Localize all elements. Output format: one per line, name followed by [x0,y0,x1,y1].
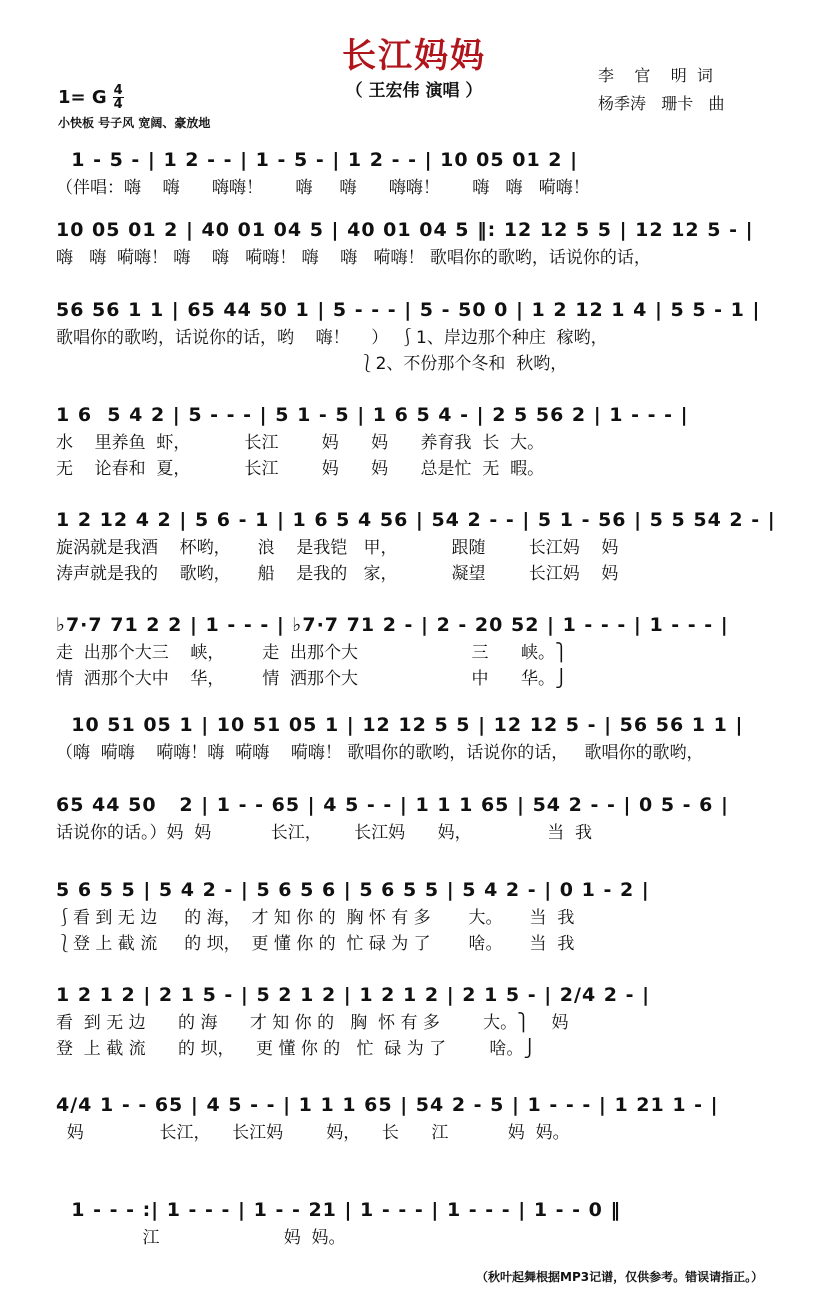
lyric-line: ⎱2、不份那个冬和 秋哟， [56,354,568,374]
lyric-line: 旋涡就是我酒 杯哟， 浪 是我铠 甲， 跟随 长江妈 妈 [56,538,619,558]
notation-line: 1 2 1 2 | 2 1 5 - | 5 2 1 2 | 1 2 1 2 | 2 1 5 - | 2/4 2 - | [56,984,651,1006]
notation-line: 65 44 50 2 | 1 - - 65 | 4 5 - - | 1 1 1 65 | 54 2 - - | 0 5 - 6 | [56,794,729,816]
time-signature [113,84,124,111]
score-system [56,295,772,377]
score-system [56,610,772,692]
score-system [56,980,772,1062]
key-signature [58,84,124,111]
notation-line: 1 6 5 4 2 | 5 - - - | 5 1 - 5 | 1 6 5 4 - | 2 5 56 2 | 1 - - - | [56,404,689,426]
lyric-line: 涛声就是我的 歌哟， 船 是我的 家， 凝望 长江妈 妈 [56,564,619,584]
lyric-line: 走 出那个大三 峡， 走 出那个大 三 峡。⎫ [56,643,568,663]
lyric-line: 无 论春和 夏， 长江 妈 妈 总是忙 无 暇。 [56,459,545,479]
score-system [56,1195,772,1251]
key-label: 1= G [58,87,107,108]
lyric-line: （嗨 嗬嗨 嗬嗨！嗨 嗬嗨 嗬嗨！ 歌唱你的歌哟，话说你的话， 歌唱你的歌哟， [56,743,704,763]
lyric-line: ⎱登 上 截 流 的 坝， 更 懂 你 的 忙 碌 为 了 啥。 当 我 [56,934,575,954]
time-top: 4 [113,83,123,98]
lyric-line: 话说你的话。）妈 妈 长江， 长江妈 妈， 当 我 [56,823,593,843]
lyric-line: 江 妈 妈。 [56,1228,346,1248]
score-system [56,710,772,766]
score-system [56,400,772,482]
lyric-line: 看 到 无 边 的 海 才 知 你 的 胸 怀 有 多 大。⎫ 妈 [56,1013,569,1033]
credits [598,62,725,118]
score-system [56,1090,772,1146]
time-bottom: 4 [113,97,123,112]
score-system [56,215,772,271]
notation-line: 1 - - - :| 1 - - - | 1 - - 21 | 1 - - - | 1 - - - | 1 - - 0 ‖ [56,1199,622,1221]
lyricist: 李 官 明 词 [598,66,713,85]
song-title: 长江妈妈 [342,36,486,76]
notation-line: 4/4 1 - - 65 | 4 5 - - | 1 1 1 65 | 54 2 - 5 | 1 - - - | 1 21 1 - | [56,1094,719,1116]
notation-line: 5 6 5 5 | 5 4 2 - | 5 6 5 6 | 5 6 5 5 | 5 4 2 - | 0 1 - 2 | [56,879,650,901]
song-subtitle: （ 王宏伟 演唱 ） [345,81,483,101]
notation-line: 10 05 01 2 | 40 01 04 5 | 40 01 04 5 ‖: 12 12 5 5 | 12 12 5 - | [56,219,754,241]
lyric-line: 歌唱你的歌哟，话说你的话，哟 嗨！ ） ⎰1、岸边那个种庄 稼哟， [56,328,608,348]
lyric-line: 水 里养鱼 虾， 长江 妈 妈 养育我 长 大。 [56,433,545,453]
tempo-marking: 小快板 号子风 宽阔、豪放地 [58,116,211,130]
lyric-line: 妈 长江， 长江妈 妈， 长 江 妈 妈。 [56,1123,570,1143]
lyric-line: 嗨 嗨 嗬嗨！ 嗨 嗨 嗬嗨！ 嗨 嗨 嗬嗨！ 歌唱你的歌哟，话说你的话， [56,248,651,268]
notation-line: 1 - 5 - | 1 2 - - | 1 - 5 - | 1 2 - - | 10 05 01 2 | [56,149,579,171]
lyric-line: ⎰看 到 无 边 的 海， 才 知 你 的 胸 怀 有 多 大。 当 我 [56,908,575,928]
score-system [56,505,776,587]
notation-line: 56 56 1 1 | 65 44 50 1 | 5 - - - | 5 - 50 0 | 1 2 12 1 4 | 5 5 - 1 | [56,299,761,321]
composer: 杨季涛 珊卡 曲 [598,94,725,113]
score-system [56,145,772,201]
score-system [56,875,772,957]
footnote: （秋叶起舞根据MP3记谱，仅供参考。错误请指正。） [476,1270,764,1284]
lyric-line: 情 洒那个大中 华， 情 洒那个大 中 华。⎭ [56,669,568,689]
score-system [56,790,772,846]
lyric-line: 登 上 截 流 的 坝， 更 懂 你 的 忙 碌 为 了 啥。⎭ [56,1039,537,1059]
lyric-line: （伴唱：嗨 嗨 嗨嗨！ 嗨 嗨 嗨嗨！ 嗨 嗨 嗬嗨！ [56,178,590,198]
notation-line: 10 51 05 1 | 10 51 05 1 | 12 12 5 5 | 12 12 5 - | 56 56 1 1 | [56,714,744,736]
notation-line: 1 2 12 4 2 | 5 6 - 1 | 1 6 5 4 56 | 54 2 - - | 5 1 - 56 | 5 5 54 2 - | [56,509,776,531]
notation-line: ♭7·7 71 2 2 | 1 - - - | ♭7·7 71 2 - | 2 - 20 52 | 1 - - - | 1 - - - | [56,614,729,636]
